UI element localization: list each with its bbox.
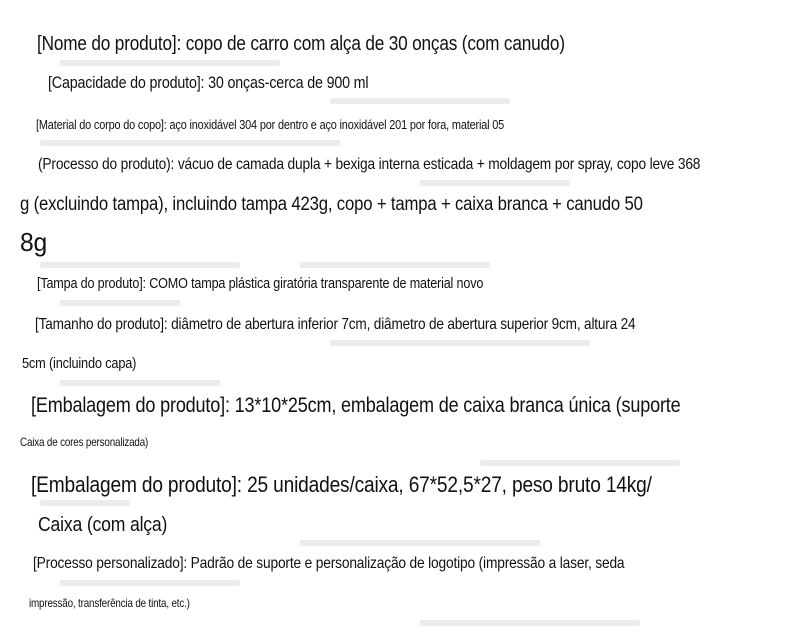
- carton-line: [Embalagem do produto]: 25 unidades/caixa, 67*52,5*27, peso bruto 14kg/: [31, 472, 652, 497]
- material-line: [Material do corpo do copo]: aço inoxidável 304 por dentro e aço inoxidável 201 por fora, material 05: [36, 117, 505, 132]
- process-line-continued: g (excluindo tampa), incluindo tampa 423g, copo + tampa + caixa branca + canudo 50: [20, 194, 643, 215]
- product-name-line: [Nome do produto]: copo de carro com alça de 30 onças (com canudo): [37, 33, 565, 55]
- size-line-continued: 5cm (incluindo capa): [22, 355, 137, 372]
- size-line: [Tamanho do produto]: diâmetro de abertura inferior 7cm, diâmetro de abertura superior 9cm, altura 24: [35, 316, 636, 333]
- carton-line-continued: Caixa (com alça): [38, 514, 168, 536]
- capacity-line: [Capacidade do produto]: 30 onças-cerca de 900 ml: [48, 73, 369, 92]
- process-line-end: 8g: [20, 227, 48, 257]
- lid-line: [Tampa do produto]: COMO tampa plástica giratória transparente de material novo: [37, 275, 484, 292]
- custom-process-line-continued: impressão, transferência de tinta, etc.): [29, 596, 190, 610]
- process-line: (Processo do produto): vácuo de camada dupla + bexiga interna esticada + moldagem por spray, copo leve 368: [38, 156, 701, 173]
- custom-process-line: [Processo personalizado]: Padrão de suporte e personalização de logotipo (impressão a laser, seda: [33, 555, 625, 572]
- packaging-line: [Embalagem do produto]: 13*10*25cm, embalagem de caixa branca única (suporte: [31, 394, 681, 417]
- packaging-line-continued: Caixa de cores personalizada): [20, 435, 149, 449]
